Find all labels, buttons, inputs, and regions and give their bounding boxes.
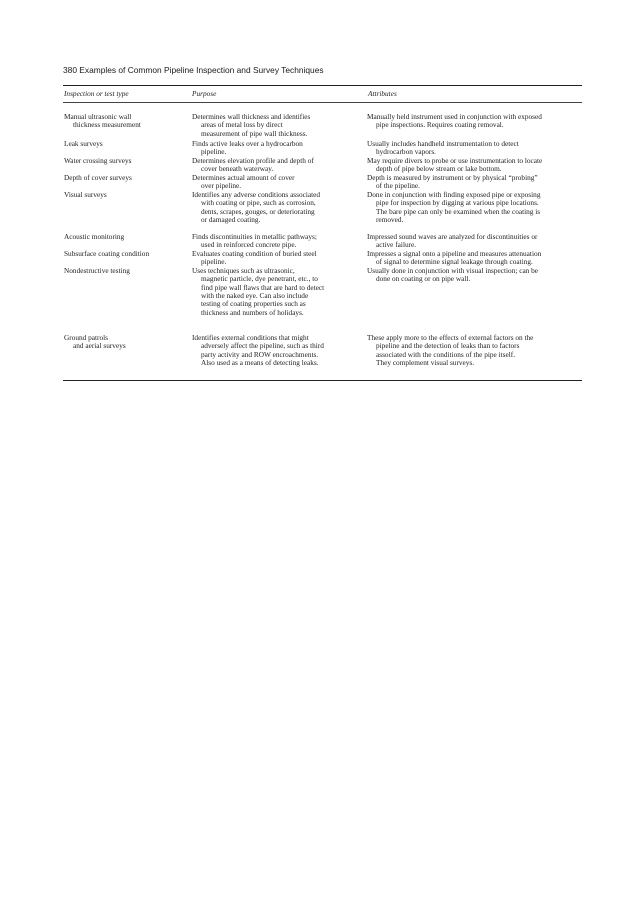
cell-line: Water crossing surveys xyxy=(64,156,132,165)
table-top-rule xyxy=(63,85,582,86)
cell-line: Depth is measured by instrument or by physical “probing” xyxy=(367,173,538,182)
column-header-purpose: Purpose xyxy=(192,89,217,98)
cell-line: areas of metal loss by direct xyxy=(201,120,283,130)
cell-type xyxy=(64,157,184,165)
cell-attributes xyxy=(367,250,582,267)
table-header-rule xyxy=(63,102,582,103)
cell-line: These apply more to the effects of external factors on the xyxy=(367,333,534,342)
cell-purpose xyxy=(192,334,357,367)
cell-line: magnetic particle, dye penetrant, etc., to xyxy=(201,274,318,284)
cell-line: party activity and ROW encroachments. xyxy=(201,349,319,359)
cell-line: Identifies any adverse conditions associated xyxy=(192,190,321,199)
cell-line: Also used as a means of detecting leaks. xyxy=(201,358,319,368)
cell-purpose xyxy=(192,233,357,250)
cell-line: removed. xyxy=(376,215,404,225)
cell-line: pipe for inspection by digging at various pipe locations. xyxy=(376,198,539,208)
cell-line: Ground patrols xyxy=(64,333,108,342)
cell-attributes xyxy=(367,334,582,367)
cell-line: Manually held instrument used in conjunction with exposed xyxy=(367,112,542,121)
cell-line: Usually includes handheld instrumentation to detect xyxy=(367,139,519,148)
cell-type xyxy=(64,250,184,258)
cell-line: cover beneath waterway. xyxy=(201,164,274,174)
cell-purpose xyxy=(192,140,357,157)
cell-line: depth of pipe below stream or lake bottom. xyxy=(376,164,502,174)
table-bottom-rule xyxy=(63,380,582,381)
cell-line: or damaged coating. xyxy=(201,215,261,225)
cell-line: Acoustic monitoring xyxy=(64,232,125,241)
cell-line: pipeline. xyxy=(201,147,227,157)
cell-line: Evaluates coating condition of buried steel xyxy=(192,249,317,258)
cell-line: pipeline. xyxy=(201,257,227,267)
cell-purpose xyxy=(192,250,357,267)
cell-type xyxy=(64,267,184,275)
column-header-type: Inspection or test type xyxy=(64,89,129,98)
cell-line: measurement of pipe wall thickness. xyxy=(201,128,308,138)
cell-attributes xyxy=(367,233,582,250)
cell-line: pipeline and the detection of leaks than to factors xyxy=(376,341,520,351)
cell-line: testing of coating properties such as xyxy=(201,299,306,309)
cell-attributes xyxy=(367,174,582,191)
cell-line: Depth of cover surveys xyxy=(64,173,132,182)
cell-purpose xyxy=(192,113,357,138)
cell-line: Finds active leaks over a hydrocarbon xyxy=(192,139,303,148)
cell-type xyxy=(64,233,184,241)
cell-line: associated with the conditions of the pipe itself. xyxy=(376,349,516,359)
cell-line: The bare pipe can only be examined when the coating is xyxy=(376,206,541,216)
cell-type xyxy=(64,334,184,351)
cell-line: Usually done in conjunction with visual inspection; can be xyxy=(367,266,539,275)
cell-attributes xyxy=(367,140,582,157)
cell-attributes xyxy=(367,191,582,224)
cell-line: Manual ultrasonic wall xyxy=(64,112,132,121)
cell-line: Determines elevation profile and depth of xyxy=(192,156,314,165)
cell-purpose xyxy=(192,174,357,191)
cell-line: Uses techniques such as ultrasonic, xyxy=(192,266,295,275)
cell-line: pipe inspections. Requires coating removal. xyxy=(376,120,504,130)
cell-line: with the naked eye. Can also include xyxy=(201,291,309,301)
cell-line: Finds discontinuities in metallic pathways; xyxy=(192,232,317,241)
cell-line: Identifies external conditions that might xyxy=(192,333,309,342)
cell-type xyxy=(64,174,184,182)
cell-line: over pipeline. xyxy=(201,181,242,191)
cell-line: May require divers to probe or use instrumentation to locate xyxy=(367,156,543,165)
page-header: 380 Examples of Common Pipeline Inspection and Survey Techniques xyxy=(63,65,324,75)
cell-purpose xyxy=(192,157,357,174)
cell-type xyxy=(64,191,184,199)
cell-line: Leak surveys xyxy=(64,139,103,148)
cell-purpose xyxy=(192,267,357,317)
cell-line: and aerial surveys xyxy=(73,341,126,351)
cell-line: done on coating or on pipe wall. xyxy=(376,274,471,284)
cell-line: of the pipeline. xyxy=(376,181,420,191)
cell-line: thickness and numbers of holidays. xyxy=(201,307,304,317)
cell-line: active failure. xyxy=(376,240,417,250)
cell-line: Subsurface coating condition xyxy=(64,249,150,258)
cell-line: Nondestructive testing xyxy=(64,266,130,275)
cell-line: Visual surveys xyxy=(64,190,107,199)
cell-attributes xyxy=(367,157,582,174)
cell-line: adversely affect the pipeline, such as third xyxy=(201,341,324,351)
cell-line: Determines actual amount of cover xyxy=(192,173,295,182)
cell-attributes xyxy=(367,267,582,284)
cell-line: Impresses a signal onto a pipeline and measures attenuation xyxy=(367,249,542,258)
cell-line: dents, scrapes, gouges, or deteriorating xyxy=(201,206,315,216)
cell-line: hydrocarbon vapors. xyxy=(376,147,436,157)
cell-line: Determines wall thickness and identifies xyxy=(192,112,311,121)
cell-line: used in reinforced concrete pipe. xyxy=(201,240,297,250)
cell-line: of signal to determine signal leakage through coating. xyxy=(376,257,533,267)
cell-attributes xyxy=(367,113,582,130)
cell-purpose xyxy=(192,191,357,224)
cell-type xyxy=(64,140,184,148)
column-header-attributes: Attributes xyxy=(368,89,397,98)
cell-line: They complement visual surveys. xyxy=(376,358,475,368)
cell-line: with coating or pipe, such as corrosion, xyxy=(201,198,316,208)
cell-type xyxy=(64,113,184,130)
cell-line: Done in conjunction with finding exposed pipe or exposing xyxy=(367,190,541,199)
cell-line: thickness measurement xyxy=(73,120,141,130)
cell-line: find pipe wall flaws that are hard to detect xyxy=(201,282,325,292)
cell-line: Impressed sound waves are analyzed for discontinuities or xyxy=(367,232,538,241)
